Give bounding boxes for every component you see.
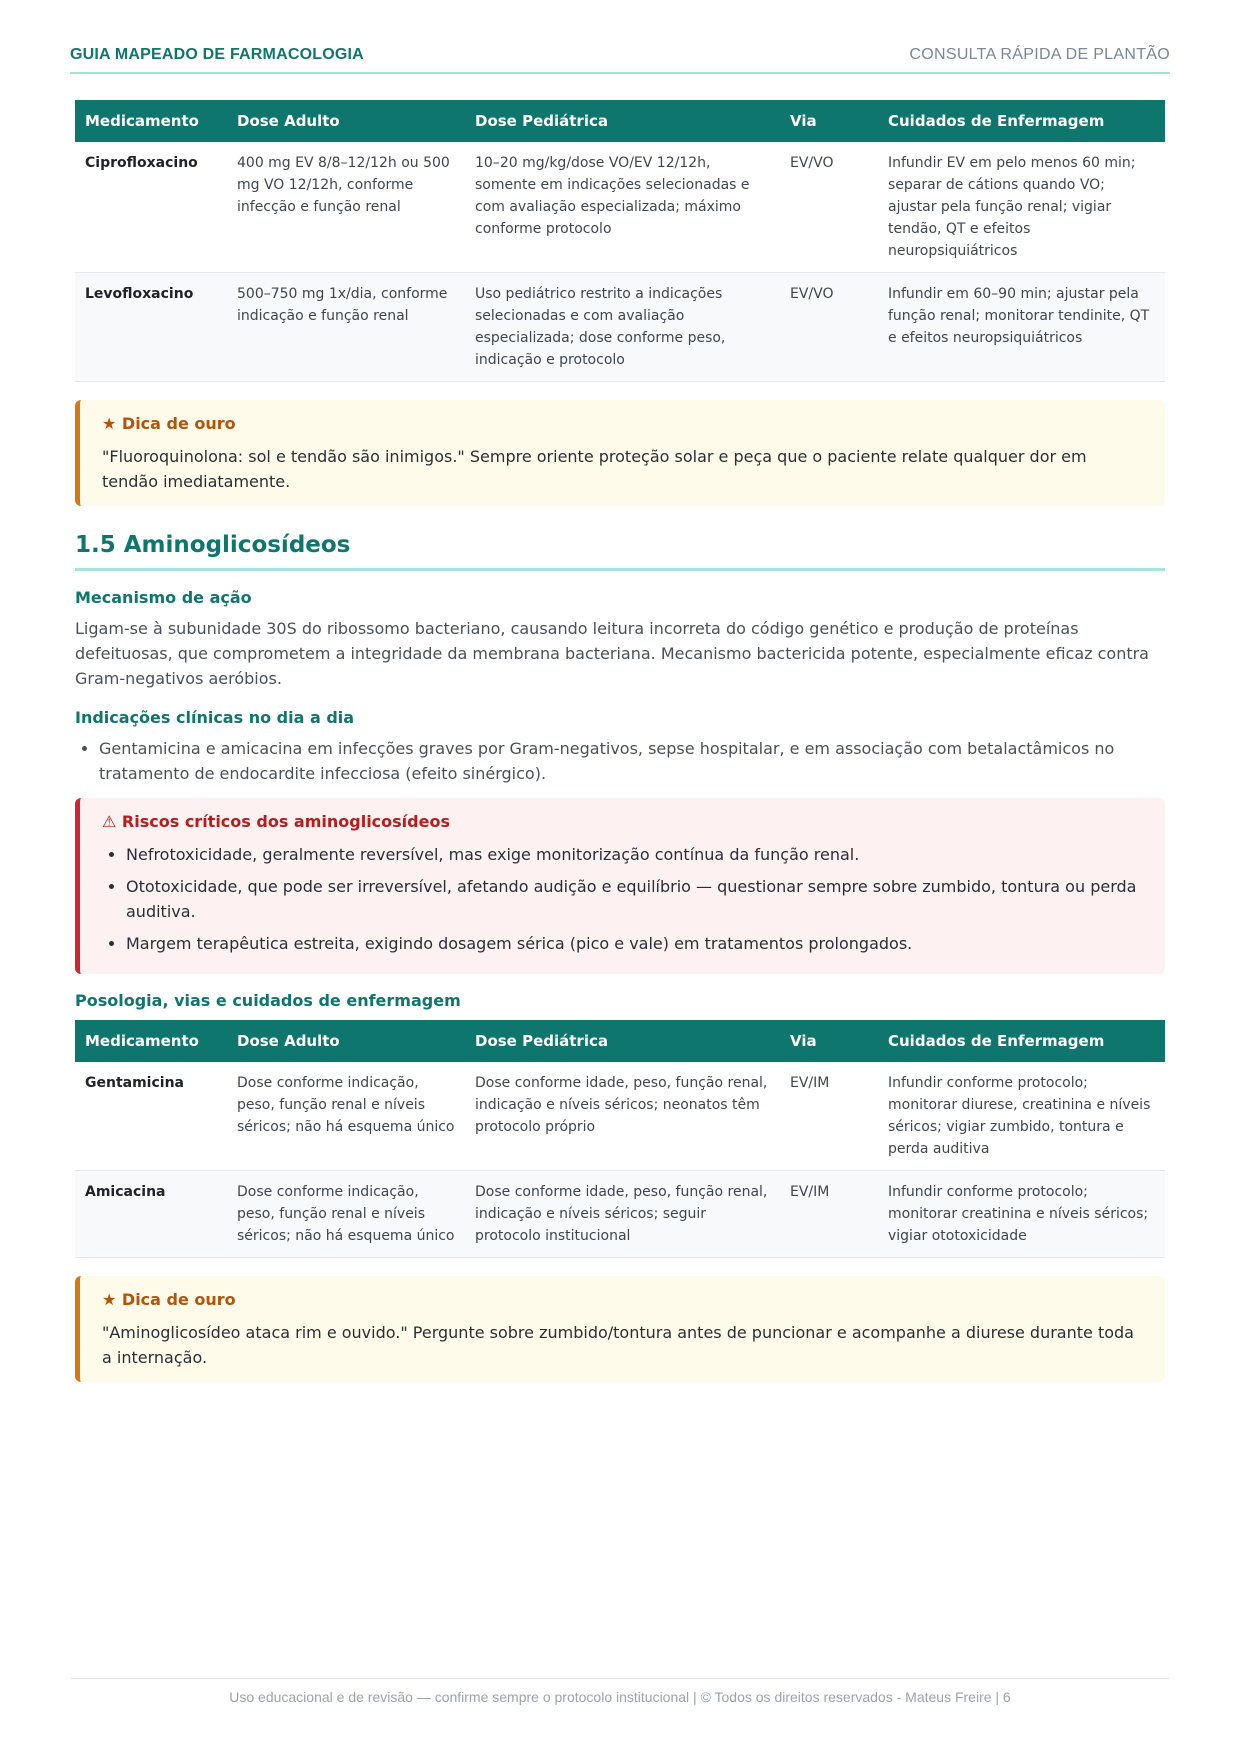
tip-text: "Aminoglicosídeo ataca rim e ouvido." Pergunte sobre zumbido/tontura antes de puncionar e acompanhe a diurese durante toda a internação.	[102, 1323, 1134, 1367]
table-row	[75, 142, 1165, 273]
column-header: Dose Adulto	[227, 100, 465, 142]
page-content	[75, 100, 1165, 1382]
mechanism-heading: Mecanismo de ação	[75, 588, 252, 607]
page-footer: Uso educacional e de revisão — confirme sempre o protocolo institucional | © Todos os direitos reservados - Mateus Freire | 6	[70, 1678, 1170, 1705]
table-row	[75, 1171, 1165, 1258]
adult-dose: 500–750 mg 1x/dia, conforme indicação e função renal	[227, 273, 465, 382]
indications-heading: Indicações clínicas no dia a dia	[75, 708, 355, 727]
risk-title: ⚠ Riscos críticos dos aminoglicosídeos	[102, 812, 450, 831]
posology-heading: Posologia, vias e cuidados de enfermagem	[75, 991, 461, 1010]
pediatric-dose: 10–20 mg/kg/dose VO/EV 12/12h, somente em indicações selecionadas e com avaliação especializada; máximo conforme protocolo	[465, 142, 780, 273]
table-row	[75, 273, 1165, 382]
nursing-care: Infundir conforme protocolo; monitorar creatinina e níveis séricos; vigiar ototoxicidade	[878, 1171, 1165, 1258]
indications-list	[75, 736, 1165, 786]
route: EV/VO	[780, 273, 878, 382]
gold-tip-callout	[75, 400, 1165, 506]
drug-name: Gentamicina	[75, 1062, 227, 1171]
adult-dose: Dose conforme indicação, peso, função renal e níveis séricos; não há esquema único	[227, 1171, 465, 1258]
column-header: Cuidados de Enfermagem	[878, 100, 1165, 142]
column-header: Dose Adulto	[227, 1020, 465, 1062]
tip-title: ★ Dica de ouro	[102, 1290, 236, 1309]
drug-name: Amicacina	[75, 1171, 227, 1258]
column-header: Dose Pediátrica	[465, 1020, 780, 1062]
page-header	[70, 46, 1170, 74]
header-subtitle: CONSULTA RÁPIDA DE PLANTÃO	[909, 46, 1170, 63]
adult-dose: 400 mg EV 8/8–12/12h ou 500 mg VO 12/12h, conforme infecção e função renal	[227, 142, 465, 273]
pediatric-dose: Uso pediátrico restrito a indicações selecionadas e com avaliação especializada; dose conforme peso, indicação e protocolo	[465, 273, 780, 382]
nursing-care: Infundir EV em pelo menos 60 min; separar de cátions quando VO; ajustar pela função renal; vigiar tendão, QT e efeitos neuropsiquiátricos	[878, 142, 1165, 273]
route: EV/IM	[780, 1171, 878, 1258]
pediatric-dose: Dose conforme idade, peso, função renal, indicação e níveis séricos; seguir protocolo institucional	[465, 1171, 780, 1258]
route: EV/IM	[780, 1062, 878, 1171]
drug-name: Levofloxacino	[75, 273, 227, 382]
column-header: Via	[780, 100, 878, 142]
gold-tip-callout	[75, 1276, 1165, 1382]
route: EV/VO	[780, 142, 878, 273]
risk-callout	[75, 798, 1165, 974]
table-row	[75, 1062, 1165, 1171]
column-header: Cuidados de Enfermagem	[878, 1020, 1165, 1062]
nursing-care: Infundir conforme protocolo; monitorar diurese, creatinina e níveis séricos; vigiar zumbido, tontura e perda auditiva	[878, 1062, 1165, 1171]
risk-list	[102, 842, 1143, 956]
column-header: Medicamento	[75, 100, 227, 142]
column-header: Medicamento	[75, 1020, 227, 1062]
tip-text: "Fluoroquinolona: sol e tendão são inimigos." Sempre oriente proteção solar e peça que o paciente relate qualquer dor em tendão imediatamente.	[102, 447, 1087, 491]
table-header-row	[75, 100, 1165, 142]
adult-dose: Dose conforme indicação, peso, função renal e níveis séricos; não há esquema único	[227, 1062, 465, 1171]
column-header: Via	[780, 1020, 878, 1062]
section-title: 1.5 Aminoglicosídeos	[75, 532, 1165, 571]
list-item: • Ototoxicidade, que pode ser irreversível, afetando audição e equilíbrio — questionar sempre sobre zumbido, tontura ou perda auditiva.	[126, 874, 1143, 924]
tip-title: ★ Dica de ouro	[102, 414, 236, 433]
nursing-care: Infundir em 60–90 min; ajustar pela função renal; monitorar tendinite, QT e efeitos neuropsiquiátricos	[878, 273, 1165, 382]
header-title: GUIA MAPEADO DE FARMACOLOGIA	[70, 46, 364, 63]
mechanism-text: Ligam-se à subunidade 30S do ribossomo bacteriano, causando leitura incorreta do código genético e produção de proteínas defeituosas, que comprometem a integridade da membrana bacteriana. Mecanismo bactericida potente, especialmente eficaz contra Gram-negativos aeróbios.	[75, 619, 1149, 688]
list-item: • Margem terapêutica estreita, exigindo dosagem sérica (pico e vale) em tratamentos prolongados.	[126, 931, 1143, 956]
column-header: Dose Pediátrica	[465, 100, 780, 142]
fluoroquinolone-table	[75, 100, 1165, 382]
aminoglycoside-table	[75, 1020, 1165, 1258]
list-item: • Gentamicina e amicacina em infecções graves por Gram-negativos, sepse hospitalar, e em associação com betalactâmicos no tratamento de endocardite infecciosa (efeito sinérgico).	[99, 736, 1165, 786]
table-header-row	[75, 1020, 1165, 1062]
pediatric-dose: Dose conforme idade, peso, função renal, indicação e níveis séricos; neonatos têm protocolo próprio	[465, 1062, 780, 1171]
list-item: • Nefrotoxicidade, geralmente reversível, mas exige monitorização contínua da função renal.	[126, 842, 1143, 867]
drug-name: Ciprofloxacino	[75, 142, 227, 273]
